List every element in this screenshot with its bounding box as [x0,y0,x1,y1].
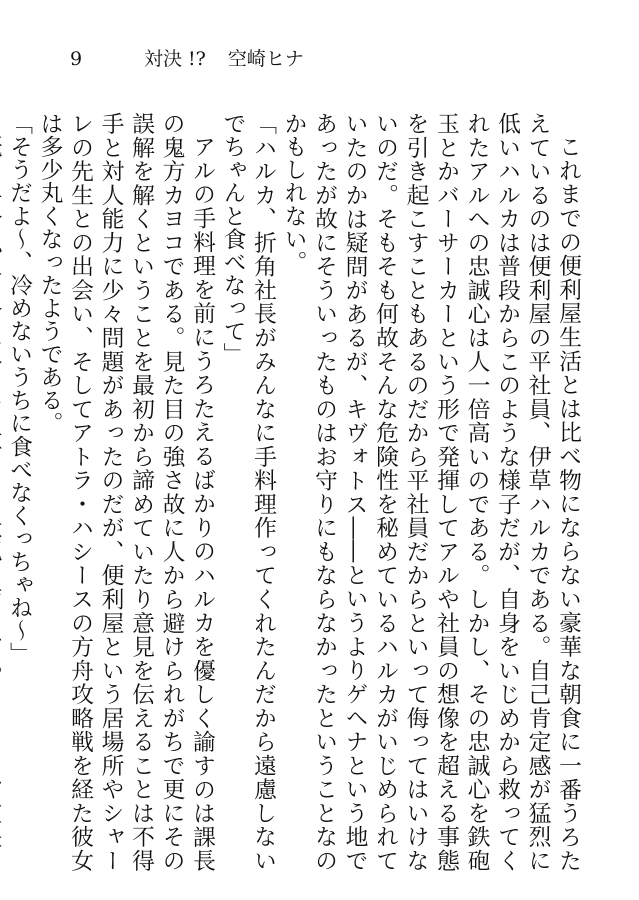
vertical-body-text [6,112,583,872]
paragraph-narration-3 [0,112,4,872]
running-header [70,46,304,72]
chapter-title: 対決 !? [144,48,206,70]
paragraph-dialogue-2: 「そうだよ～、冷めないうちに食べなくっちゃね～」 [6,112,32,666]
paragraph-narration-1: これまでの便利屋生活とは比べ物にならない豪華な朝食に一番うろたえているのは便利屋の平社員、伊草ハルカである。自己肯定感が猛烈に低いハルカは普段からこのような様子だが、自身をいじめから救ってくれたアルへの忠誠心は人一倍高いのである。しかし、その忠誠心を鉄砲玉とかバーサーカーという形で発揮してアルや社員の想像を超える事態を引き起こすこともあるのだから平社員だからといって侮ってはいけないのだ。そもそも何故そんな危険性を秘めているハルカがいじめられていたのかは疑問があるが、キヴォトス――というよりゲヘナという地であったが故にそういったものはお守りにもならなかったということなのかもしれない。 [280,112,581,872]
paragraph-narration-2: アルの手料理を前にうろたえるばかりのハルカを優しく諭すのは課長の鬼方カヨコである。見た目の強さ故に人から避けられがちで更にその誤解を解くということを最初から諦めていたり意見を伝えることは不得手と対人能力に少々問題があったのだが、便利屋という居場所やシャーレの先生との出会い、そしてアトラ・ハシースの方舟攻略戦を経た彼女は多少丸くなったようである。 [36,112,215,872]
paragraph-dialogue-1: 「ハルカ、折角社長がみんなに手料理作ってくれたんだから遠慮しないでちゃんと食べなって」 [219,112,276,872]
chapter-author: 空崎ヒナ [227,48,304,70]
page-number: 9 [70,48,83,70]
